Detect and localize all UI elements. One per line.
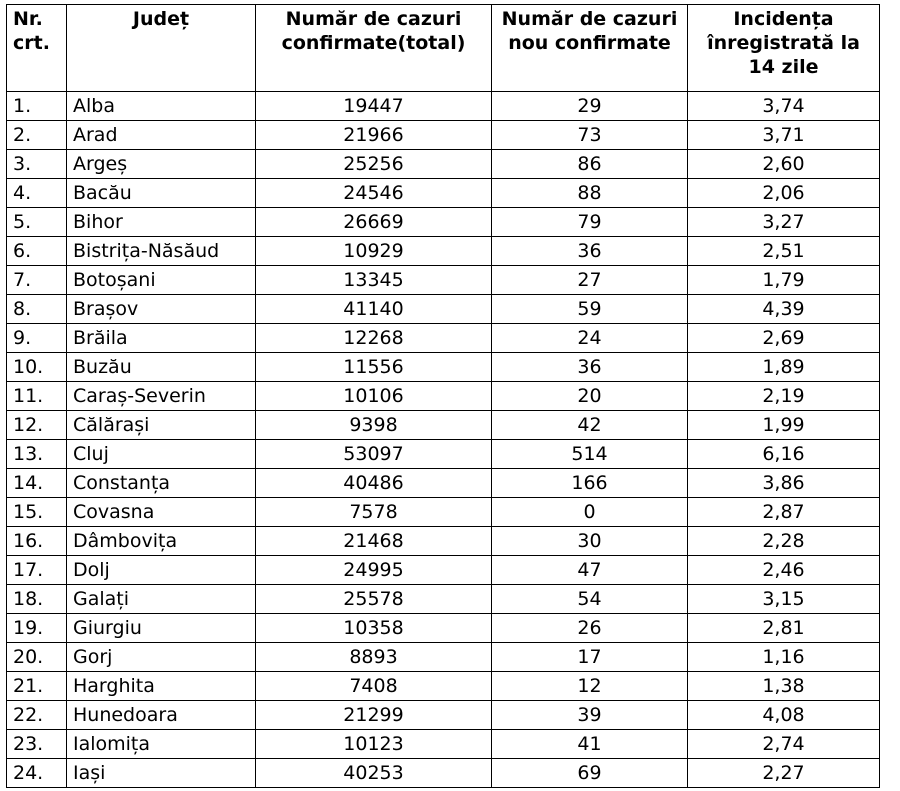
incidence-14-days: 2,46: [688, 556, 880, 585]
table-header: [7, 5, 880, 92]
new-cases: 41: [492, 730, 688, 759]
row-number: 24.: [7, 759, 67, 788]
new-cases: 69: [492, 759, 688, 788]
table-row: [7, 440, 880, 469]
row-number: 12.: [7, 411, 67, 440]
table-row: [7, 411, 880, 440]
total-cases: 24995: [256, 556, 492, 585]
total-cases: 9398: [256, 411, 492, 440]
county-name: Alba: [67, 92, 256, 121]
new-cases: 166: [492, 469, 688, 498]
county-name: Botoșani: [67, 266, 256, 295]
table-row: [7, 730, 880, 759]
incidence-14-days: 1,89: [688, 353, 880, 382]
incidence-14-days: 4,08: [688, 701, 880, 730]
new-cases: 86: [492, 150, 688, 179]
total-cases: 21966: [256, 121, 492, 150]
table-row: [7, 121, 880, 150]
table-row: [7, 527, 880, 556]
row-number: 19.: [7, 614, 67, 643]
incidence-14-days: 2,06: [688, 179, 880, 208]
table-row: [7, 150, 880, 179]
table-row: [7, 498, 880, 527]
incidence-14-days: 3,15: [688, 585, 880, 614]
new-cases: 47: [492, 556, 688, 585]
total-cases: 19447: [256, 92, 492, 121]
row-number: 14.: [7, 469, 67, 498]
county-name: Iași: [67, 759, 256, 788]
new-cases: 39: [492, 701, 688, 730]
total-cases: 10929: [256, 237, 492, 266]
incidence-14-days: 3,86: [688, 469, 880, 498]
county-name: Galați: [67, 585, 256, 614]
new-cases: 30: [492, 527, 688, 556]
header-row: [7, 5, 880, 92]
row-number: 18.: [7, 585, 67, 614]
county-name: Bihor: [67, 208, 256, 237]
row-number: 5.: [7, 208, 67, 237]
incidence-14-days: 1,16: [688, 643, 880, 672]
county-name: Arad: [67, 121, 256, 150]
total-cases: 53097: [256, 440, 492, 469]
county-name: Bacău: [67, 179, 256, 208]
table-row: [7, 672, 880, 701]
new-cases: 73: [492, 121, 688, 150]
incidence-14-days: 2,28: [688, 527, 880, 556]
table-row: [7, 208, 880, 237]
header-total: Număr de cazuri confirmate(total): [256, 5, 492, 92]
county-name: Gorj: [67, 643, 256, 672]
new-cases: 26: [492, 614, 688, 643]
incidence-14-days: 2,19: [688, 382, 880, 411]
total-cases: 10123: [256, 730, 492, 759]
row-number: 17.: [7, 556, 67, 585]
new-cases: 27: [492, 266, 688, 295]
table-row: [7, 237, 880, 266]
row-number: 2.: [7, 121, 67, 150]
row-number: 10.: [7, 353, 67, 382]
table-row: [7, 179, 880, 208]
county-name: Constanța: [67, 469, 256, 498]
total-cases: 7578: [256, 498, 492, 527]
total-cases: 21299: [256, 701, 492, 730]
county-name: Ialomița: [67, 730, 256, 759]
county-name: Brăila: [67, 324, 256, 353]
table-row: [7, 643, 880, 672]
total-cases: 25578: [256, 585, 492, 614]
county-name: Harghita: [67, 672, 256, 701]
county-name: Bistrița-Năsăud: [67, 237, 256, 266]
cases-table: [6, 4, 880, 788]
new-cases: 42: [492, 411, 688, 440]
new-cases: 0: [492, 498, 688, 527]
total-cases: 40253: [256, 759, 492, 788]
table-row: [7, 556, 880, 585]
county-name: Hunedoara: [67, 701, 256, 730]
total-cases: 10106: [256, 382, 492, 411]
total-cases: 12268: [256, 324, 492, 353]
row-number: 7.: [7, 266, 67, 295]
total-cases: 7408: [256, 672, 492, 701]
county-name: Buzău: [67, 353, 256, 382]
county-name: Cluj: [67, 440, 256, 469]
county-name: Brașov: [67, 295, 256, 324]
new-cases: 79: [492, 208, 688, 237]
new-cases: 20: [492, 382, 688, 411]
row-number: 23.: [7, 730, 67, 759]
row-number: 6.: [7, 237, 67, 266]
incidence-14-days: 2,81: [688, 614, 880, 643]
new-cases: 88: [492, 179, 688, 208]
incidence-14-days: 3,71: [688, 121, 880, 150]
row-number: 13.: [7, 440, 67, 469]
table-row: [7, 469, 880, 498]
table-row: [7, 324, 880, 353]
new-cases: 514: [492, 440, 688, 469]
incidence-14-days: 1,38: [688, 672, 880, 701]
row-number: 11.: [7, 382, 67, 411]
new-cases: 24: [492, 324, 688, 353]
new-cases: 36: [492, 353, 688, 382]
county-name: Caraș-Severin: [67, 382, 256, 411]
row-number: 15.: [7, 498, 67, 527]
row-number: 4.: [7, 179, 67, 208]
county-name: Călărași: [67, 411, 256, 440]
table-row: [7, 353, 880, 382]
table-row: [7, 701, 880, 730]
new-cases: 59: [492, 295, 688, 324]
total-cases: 8893: [256, 643, 492, 672]
total-cases: 26669: [256, 208, 492, 237]
new-cases: 36: [492, 237, 688, 266]
row-number: 20.: [7, 643, 67, 672]
incidence-14-days: 2,51: [688, 237, 880, 266]
incidence-14-days: 6,16: [688, 440, 880, 469]
new-cases: 29: [492, 92, 688, 121]
incidence-14-days: 2,27: [688, 759, 880, 788]
incidence-14-days: 2,87: [688, 498, 880, 527]
total-cases: 24546: [256, 179, 492, 208]
incidence-14-days: 4,39: [688, 295, 880, 324]
total-cases: 10358: [256, 614, 492, 643]
total-cases: 11556: [256, 353, 492, 382]
row-number: 9.: [7, 324, 67, 353]
table-row: [7, 614, 880, 643]
county-name: Dâmbovița: [67, 527, 256, 556]
total-cases: 41140: [256, 295, 492, 324]
table-row: [7, 759, 880, 788]
table-body: [7, 92, 880, 788]
incidence-14-days: 2,69: [688, 324, 880, 353]
incidence-14-days: 2,60: [688, 150, 880, 179]
header-noi: Număr de cazuri nou confirmate: [492, 5, 688, 92]
table-row: [7, 295, 880, 324]
header-nr: Nr. crt.: [7, 5, 67, 92]
row-number: 21.: [7, 672, 67, 701]
table-row: [7, 92, 880, 121]
county-name: Dolj: [67, 556, 256, 585]
row-number: 16.: [7, 527, 67, 556]
new-cases: 54: [492, 585, 688, 614]
county-name: Giurgiu: [67, 614, 256, 643]
table-row: [7, 585, 880, 614]
total-cases: 40486: [256, 469, 492, 498]
new-cases: 12: [492, 672, 688, 701]
table-row: [7, 266, 880, 295]
new-cases: 17: [492, 643, 688, 672]
row-number: 3.: [7, 150, 67, 179]
incidence-14-days: 2,74: [688, 730, 880, 759]
county-name: Argeș: [67, 150, 256, 179]
row-number: 8.: [7, 295, 67, 324]
header-incidenta: Incidența înregistrată la 14 zile: [688, 5, 880, 92]
county-name: Covasna: [67, 498, 256, 527]
total-cases: 21468: [256, 527, 492, 556]
total-cases: 13345: [256, 266, 492, 295]
total-cases: 25256: [256, 150, 492, 179]
incidence-14-days: 3,27: [688, 208, 880, 237]
header-judet: Județ: [67, 5, 256, 92]
row-number: 22.: [7, 701, 67, 730]
incidence-14-days: 1,79: [688, 266, 880, 295]
table-row: [7, 382, 880, 411]
row-number: 1.: [7, 92, 67, 121]
incidence-14-days: 1,99: [688, 411, 880, 440]
incidence-14-days: 3,74: [688, 92, 880, 121]
